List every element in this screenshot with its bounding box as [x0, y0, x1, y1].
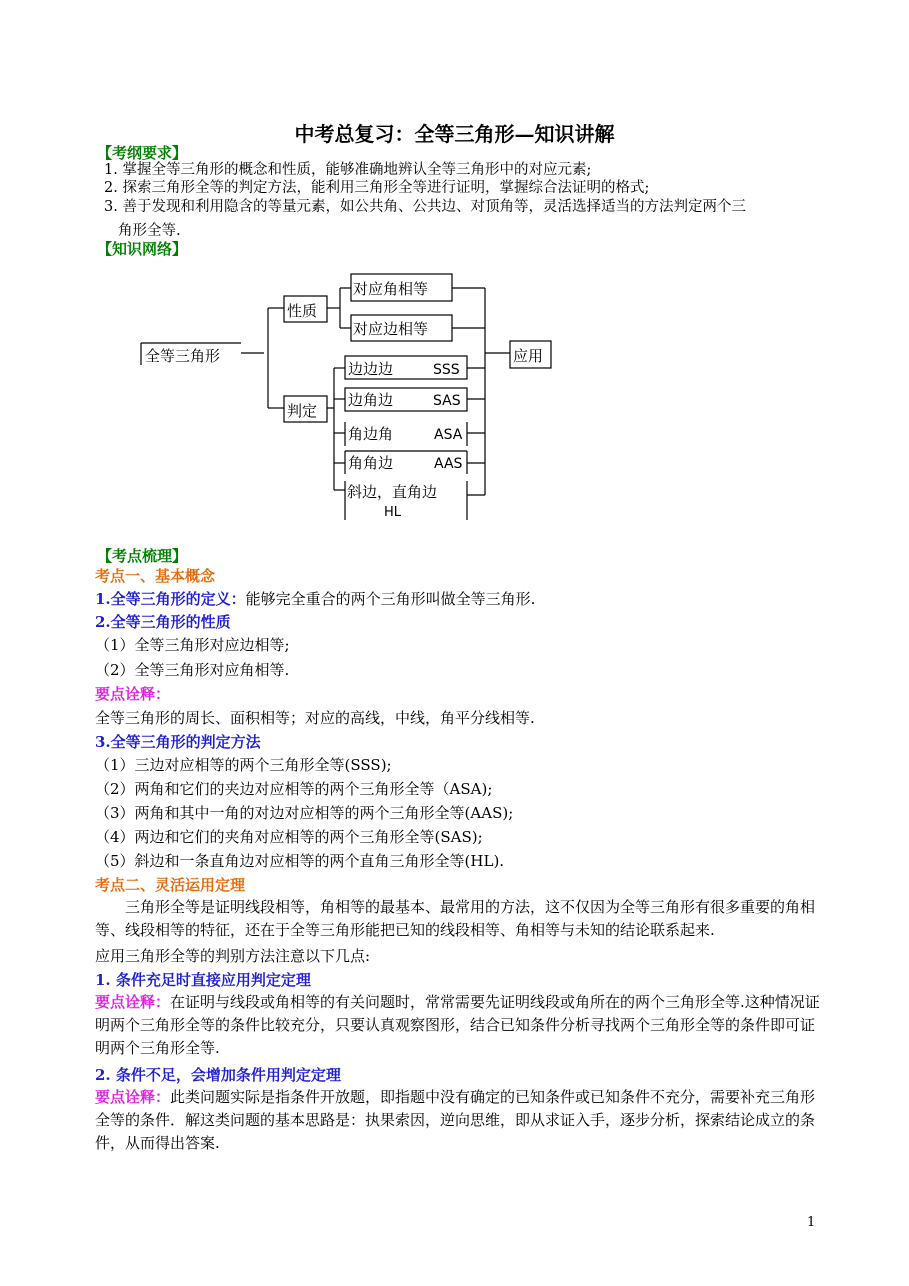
judge-item: （3）两角和其中一角的对边对应相等的两个三角形全等(AAS);	[95, 804, 514, 822]
property-item: （1）全等三角形对应边相等;	[95, 636, 290, 654]
point2-intro: 三角形全等是证明线段相等，角相等的最基本、最常用的方法，这不仅因为全等三角形有很多重要的角相等、线段相等的特征，还在于全等三角形能把已知的线段相等、角相等与未知的结论联系起来.	[95, 898, 816, 939]
property-item: （2）全等三角形对应角相等.	[95, 661, 290, 679]
note-label: 要点诠释：	[95, 993, 171, 1011]
diagram-property-label: 性质	[287, 302, 318, 320]
section-points: 【考点梳理】	[97, 547, 188, 565]
knowledge-network-diagram	[0, 0, 909, 560]
requirement-item: 1. 掌握全等三角形的概念和性质，能够准确地辨认全等三角形中的对应元素;	[104, 162, 592, 178]
section-network: 【知识网络】	[97, 240, 188, 258]
note-text: 此类问题实际是指条件开放题，即指题中没有确定的已知条件或已知条件不充分，需要补充三角形全等的条件．解这类问题的基本思路是：执果索因，逆向思维，即从求证入手，逐步分析，探索结论成立的条件，从而得出答案.	[95, 1088, 816, 1152]
section-syllabus: 【考纲要求】	[97, 144, 188, 162]
definition-title: 1.全等三角形的定义：	[95, 590, 246, 608]
page-title: 中考总复习：全等三角形—知识讲解	[294, 122, 615, 146]
definition-text: 能够完全重合的两个三角形叫做全等三角形.	[245, 590, 536, 608]
diagram-judge-label: 判定	[287, 402, 318, 420]
judge-item: （2）两角和它们的夹边对应相等的两个三角形全等（ASA);	[95, 780, 493, 798]
subsection-title: 1. 条件充足时直接应用判定定理	[95, 971, 311, 989]
subsection-note	[95, 1086, 820, 1155]
diagram-judge-code: SAS	[433, 393, 461, 409]
subsection-title: 2. 条件不足，会增加条件用判定定理	[95, 1066, 341, 1084]
diagram-hl-code: HL	[384, 505, 402, 520]
requirement-item: 角形全等.	[118, 223, 181, 239]
judge-item: （1）三边对应相等的两个三角形全等(SSS);	[95, 756, 392, 774]
diagram-application-label: 应用	[513, 347, 544, 365]
judge-item: （5）斜边和一条直角边对应相等的两个直角三角形全等(HL).	[95, 852, 505, 870]
definition-line	[95, 588, 535, 609]
requirement-item: 3. 善于发现和利用隐含的等量元素，如公共角、公共边、对顶角等，灵活选择适当的方法判定两个三	[104, 199, 746, 215]
point2-heading: 考点二、灵活运用定理	[95, 876, 246, 894]
property-title: 2.全等三角形的性质	[95, 613, 231, 631]
diagram-judge-item: 角角边	[348, 454, 394, 472]
note-label: 要点诠释：	[95, 1088, 171, 1106]
requirement-item: 2. 探索三角形全等的判定方法，能利用三角形全等进行证明，掌握综合法证明的格式;	[104, 180, 650, 196]
diagram-property-item: 对应角相等	[353, 280, 429, 298]
subsection-note	[95, 991, 820, 1060]
note-label: 要点诠释：	[95, 685, 171, 703]
note-text: 全等三角形的周长、面积相等；对应的高线，中线，角平分线相等.	[95, 709, 535, 727]
judge-item: （4）两边和它们的夹角对应相等的两个三角形全等(SAS);	[95, 828, 483, 846]
diagram-judge-item: 角边角	[348, 425, 394, 443]
diagram-property-item: 对应边相等	[353, 320, 429, 338]
page-number: 1	[807, 1215, 816, 1230]
diagram-judge-item: 边边边	[348, 360, 394, 378]
diagram-judge-code: SSS	[433, 362, 460, 378]
diagram-judge-item: 边角边	[348, 391, 394, 409]
note-text: 在证明与线段或角相等的有关问题时，常常需要先证明线段或角所在的两个三角形全等.这种情况证明两个三角形全等的条件比较充分，只要认真观察图形，结合已知条件分析寻找两个三角形全等的条件即可证明两个三角形全等.	[95, 993, 820, 1057]
diagram-root-label: 全等三角形	[145, 347, 221, 365]
diagram-judge-code: ASA	[434, 427, 463, 443]
diagram-hl-item: 斜边，直角边	[347, 483, 438, 501]
point2-intro2: 应用三角形全等的判别方法注意以下几点:	[95, 947, 371, 965]
diagram-judge-code: AAS	[434, 456, 463, 472]
judge-title: 3.全等三角形的判定方法	[95, 733, 261, 751]
point1-heading: 考点一、基本概念	[95, 567, 216, 585]
